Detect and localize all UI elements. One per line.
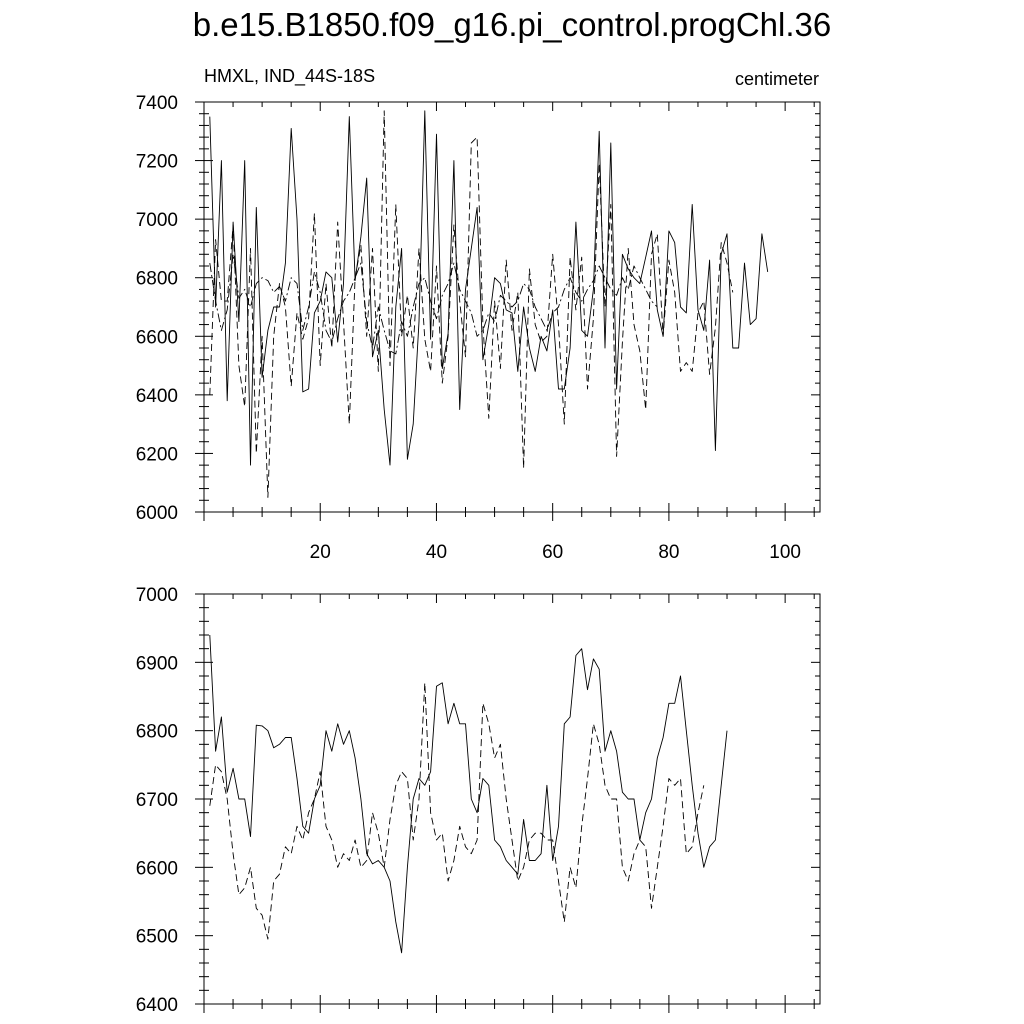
- x-tick-label: 20: [309, 542, 331, 563]
- y-tick-label: 6900: [135, 653, 178, 675]
- y-tick-label: 7000: [135, 210, 178, 232]
- top-panel: [136, 93, 820, 563]
- y-tick-label: 6600: [135, 327, 178, 349]
- x-tick-label: 60: [542, 542, 564, 563]
- y-tick-label: 6800: [135, 268, 178, 290]
- page-title: b.e15.B1850.f09_g16.pi_control.progChl.36: [192, 6, 832, 43]
- y-tick-label: 6400: [135, 995, 178, 1016]
- y-tick-label: 7400: [135, 93, 178, 114]
- y-tick-label: 6600: [135, 858, 178, 880]
- series-line-solid: [210, 111, 768, 465]
- y-tick-label: 6200: [135, 444, 178, 466]
- plot-frame: [204, 594, 820, 1004]
- series-line-dash-dot: [210, 254, 658, 354]
- y-tick-label: 7000: [135, 585, 178, 606]
- x-tick-label: 40: [425, 542, 448, 563]
- units-label: centimeter: [734, 69, 819, 89]
- y-tick-label: 6000: [135, 503, 178, 524]
- series-line-solid: [210, 635, 727, 953]
- y-tick-label: 6700: [135, 790, 178, 811]
- x-tick-label: 80: [658, 542, 680, 563]
- series-line-dashed: [210, 111, 733, 498]
- variable-region-label: HMXL, IND_44S-18S: [204, 66, 376, 86]
- series-line-dashed: [210, 683, 704, 939]
- y-tick-label: 6800: [135, 721, 178, 743]
- x-tick-label: 100: [769, 542, 801, 563]
- y-tick-label: 6500: [135, 926, 178, 948]
- bottom-panel: [136, 585, 820, 1016]
- y-tick-label: 6400: [135, 385, 178, 407]
- y-tick-label: 7200: [135, 151, 178, 173]
